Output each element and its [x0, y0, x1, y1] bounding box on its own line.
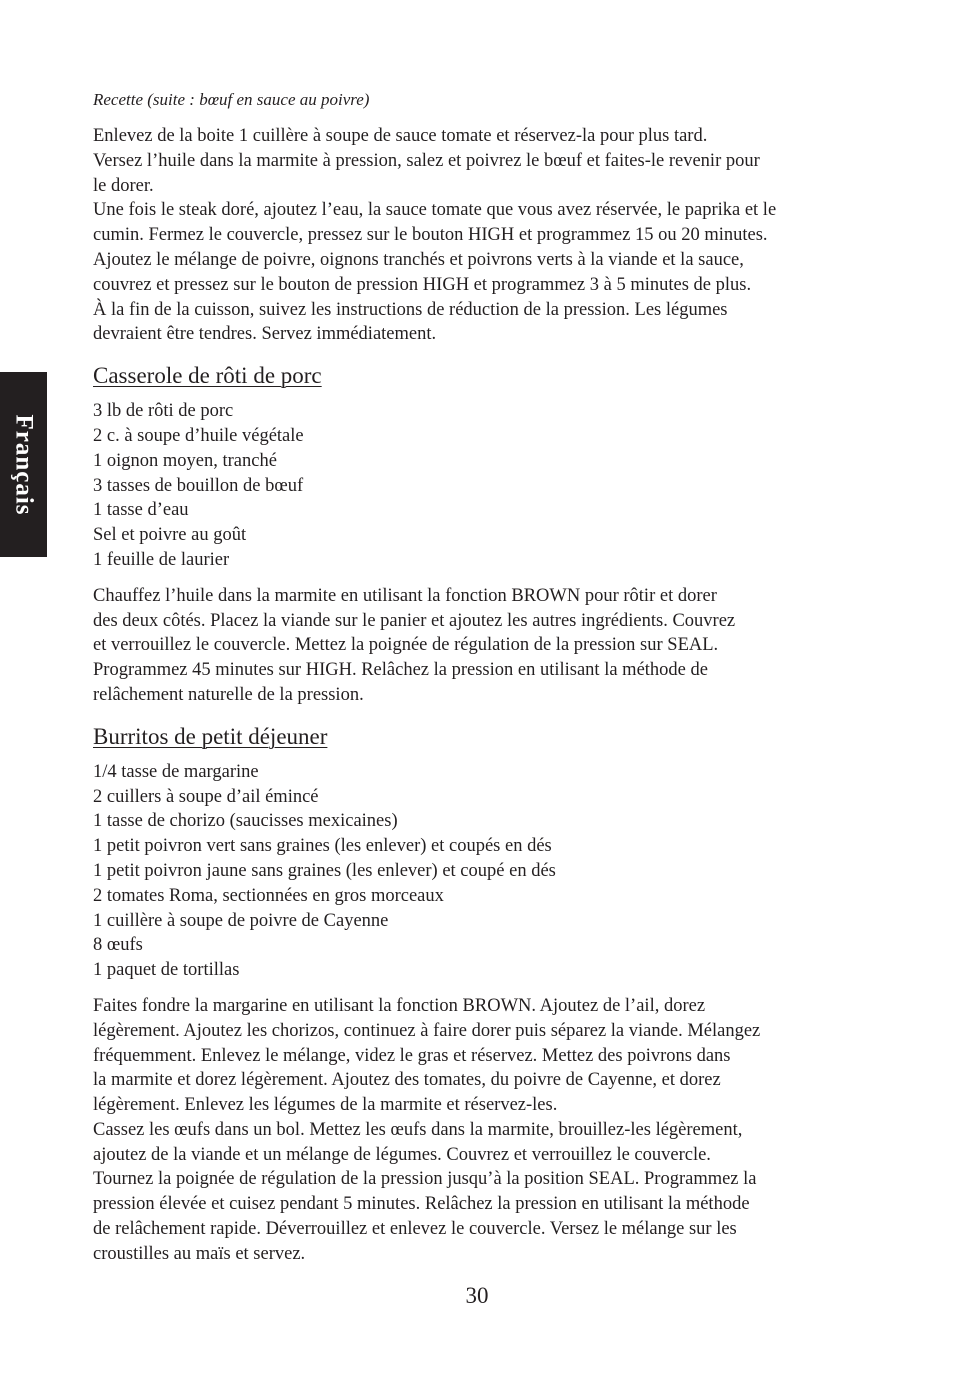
text-line: le dorer.: [93, 175, 154, 196]
ingredient-item: 1 paquet de tortillas: [93, 960, 240, 981]
burritos-ingredients: [93, 760, 868, 983]
ingredient-item: 1 tasse d’eau: [93, 500, 189, 521]
ingredient-item: 1 petit poivron vert sans graines (les enlever) et coupés en dés: [93, 836, 552, 857]
ingredient-item: 3 tasses de bouillon de bœuf: [93, 475, 304, 496]
ingredient-item: 3 lb de rôti de porc: [93, 401, 234, 422]
pork-roast-instructions: [93, 584, 868, 708]
pork-roast-ingredients: [93, 399, 868, 573]
ingredient-item: 1 tasse de chorizo (saucisses mexicaines): [93, 811, 398, 832]
text-line: cumin. Fermez le couvercle, pressez sur le bouton HIGH et programmez 15 ou 20 minutes.: [93, 225, 768, 246]
language-tab-label: Français: [10, 413, 38, 516]
text-line: devraient être tendres. Servez immédiatement.: [93, 324, 437, 345]
text-line: croustilles au maïs et servez.: [93, 1243, 306, 1264]
text-line: légèrement. Enlevez les légumes de la marmite et réservez-les.: [93, 1095, 558, 1116]
text-line: Enlevez de la boite 1 cuillère à soupe de sauce tomate et réservez-la pour plus tard.: [93, 126, 708, 146]
text-line: Ajoutez le mélange de poivre, oignons tranchés et poivrons verts à la viande et la sauce,: [93, 249, 744, 270]
text-line: Faites fondre la margarine en utilisant la fonction BROWN. Ajoutez de l’ail, dorez: [93, 995, 706, 1016]
ingredient-item: 1 cuillère à soupe de poivre de Cayenne: [93, 910, 389, 931]
text-line: Tournez la poignée de régulation de la pression jusqu’à la position SEAL. Programmez la: [93, 1169, 757, 1190]
text-line: des deux côtés. Placez la viande sur le panier et ajoutez les autres ingrédients. Couvrez: [93, 610, 736, 631]
burritos-instructions: [93, 994, 868, 1267]
recipe-title-pork-roast: Casserole de rôti de porc: [93, 363, 322, 389]
ingredient-item: 1 petit poivron jaune sans graines (les enlever) et coupé en dés: [93, 860, 556, 881]
ingredient-item: Sel et poivre au goût: [93, 525, 247, 546]
recipe-continuation-subtitle: Recette (suite : bœuf en sauce au poivre): [93, 90, 370, 109]
text-line: Programmez 45 minutes sur HIGH. Relâchez la pression en utilisant la méthode de: [93, 660, 708, 681]
text-line: À la fin de la cuisson, suivez les instructions de réduction de la pression. Les légumes: [93, 299, 728, 320]
text-line: pression élevée et cuisez pendant 5 minutes. Relâchez la pression en utilisant la méthode: [93, 1194, 750, 1215]
text-line: et verrouillez le couvercle. Mettez la poignée de régulation de la pression sur SEAL.: [93, 635, 719, 656]
ingredient-item: 8 œufs: [93, 935, 143, 956]
text-line: relâchement naturelle de la pression.: [93, 684, 364, 705]
intro-paragraph: [93, 124, 868, 347]
text-line: ajoutez de la viande et un mélange de légumes. Couvrez et verrouillez le couvercle.: [93, 1144, 711, 1165]
text-line: Chauffez l’huile dans la marmite en utilisant la fonction BROWN pour rôtir et dorer: [93, 585, 717, 606]
language-tab: [0, 372, 47, 557]
ingredient-item: 1/4 tasse de margarine: [93, 761, 259, 782]
ingredient-item: 2 cuillers à soupe d’ail émincé: [93, 786, 319, 807]
text-line: Cassez les œufs dans un bol. Mettez les œufs dans la marmite, brouillez-les légèrement,: [93, 1119, 743, 1140]
ingredient-item: 2 tomates Roma, sectionnées en gros morceaux: [93, 885, 444, 906]
text-line: fréquemment. Enlevez le mélange, videz le gras et réservez. Mettez des poivrons dans: [93, 1045, 731, 1066]
ingredient-item: 1 feuille de laurier: [93, 549, 230, 570]
text-line: Une fois le steak doré, ajoutez l’eau, la sauce tomate que vous avez réservée, le paprika et le: [93, 200, 777, 221]
text-line: Versez l’huile dans la marmite à pression, salez et poivrez le bœuf et faites-le revenir pour: [93, 150, 760, 171]
page-number: 30: [465, 1283, 489, 1308]
text-line: couvrez et pressez sur le bouton de pression HIGH et programmez 3 à 5 minutes de plus.: [93, 274, 752, 295]
text-line: légèrement. Ajoutez les chorizos, continuez à faire dorer puis séparez la viande. Mélangez: [93, 1020, 761, 1041]
ingredient-item: 1 oignon moyen, tranché: [93, 450, 277, 471]
text-line: de relâchement rapide. Déverrouillez et enlevez le couvercle. Versez le mélange sur les: [93, 1219, 737, 1240]
ingredient-item: 2 c. à soupe d’huile végétale: [93, 425, 304, 446]
text-line: la marmite et dorez légèrement. Ajoutez des tomates, du poivre de Cayenne, et dorez: [93, 1070, 721, 1091]
page-content: [93, 88, 868, 1267]
recipe-title-breakfast-burritos: Burritos de petit déjeuner: [93, 723, 328, 749]
